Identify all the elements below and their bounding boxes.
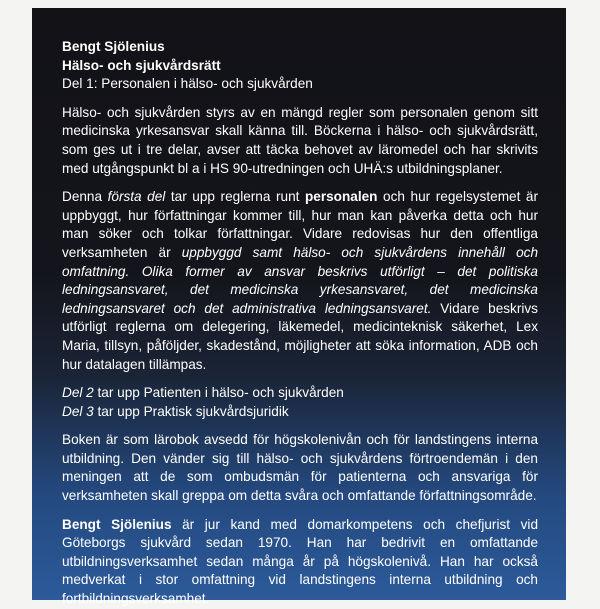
header-block xyxy=(62,38,538,94)
part1-text-4: Vidare beskrivs utförligt reglerna om delegering, läkemedel, medicinteknisk säkerhet, Lex Maria, tillsyn, påföljder, skadestånd, möjligheter att söka information, ADB och hur datalagen tillämpas. xyxy=(62,300,538,372)
audience-paragraph: Boken är som lärobok avsedd för högskolenivån och för landstingens interna utbildning. Den vänder sig till hälso- och sjukvårdens förtroendemän i den meningen att de som ombudsmän för patienterna och ansvariga för verksamheten skall greppa om detta svåra och omfattande författningsområde. xyxy=(62,432,538,504)
part1-bold-personalen: personalen xyxy=(304,189,378,205)
book-subtitle: Del 1: Personalen i hälso- och sjukvården xyxy=(62,76,313,92)
author-name: Bengt Sjölenius xyxy=(62,39,165,54)
book-back-cover xyxy=(32,8,566,607)
bio-author-name: Bengt Sjölenius xyxy=(62,516,172,532)
part-3-number: Del 3 xyxy=(62,403,94,419)
part1-text-2: tar upp reglerna runt xyxy=(165,189,305,205)
part-3-line xyxy=(62,403,538,422)
book-title: Hälso- och sjukvårdsrätt xyxy=(62,57,221,73)
part-2-line xyxy=(62,384,538,403)
part-2-number: Del 2 xyxy=(62,385,94,401)
author-bio-paragraph xyxy=(62,516,538,609)
part-2-text: tar upp Patienten i hälso- och sjukvården xyxy=(93,385,344,401)
intro-paragraph: Hälso- och sjukvården styrs av en mängd regler som personalen genom sitt medicinska yrkesansvar skall känna till. Böckerna i hälso- och sjukvårdsrätt, som ges ut i tre delar, avser att täcka behovet av läromedel och har skrivits med utgångspunkt bl a i HS 90-utredningen och UHÄ:s utbildningsplaner. xyxy=(62,104,538,176)
parts-list xyxy=(62,384,538,421)
part1-italic-2: uppbyggd samt hälso- och sjukvårdens innehåll och omfattning. Olika former av ansvar beskrivs utförligt – det politiska ledningsansvaret, det medicinska yrkesansvaret, det medicinska ledningsansvaret och det administrativa ledningsansvaret. xyxy=(62,244,538,316)
part1-text-1: Denna xyxy=(62,189,108,205)
part1-paragraph xyxy=(62,188,538,374)
part1-text-3: och hur regelsystemet är uppbyggt, hur författningar kommer till, hur man kan påverka detta och hur man söker och tolkar författningar. Vidare redovisas hur den offentliga verksamheten är xyxy=(62,189,538,260)
part-3-text: tar upp Praktisk sjukvårdsjuridik xyxy=(93,403,289,419)
part1-italic-1: första del xyxy=(107,189,166,205)
bio-text: är jur kand med domarkompetens och chefjurist vid Göteborgs sjukvård sedan 1970. Han har bedrivit en omfattande utbildningsverksamhet sedan många år på högskolenivå. Han har också medverkat i stor omfattning vid landstingens interna utbildning och fortbildningsverksamhet. xyxy=(62,516,539,607)
